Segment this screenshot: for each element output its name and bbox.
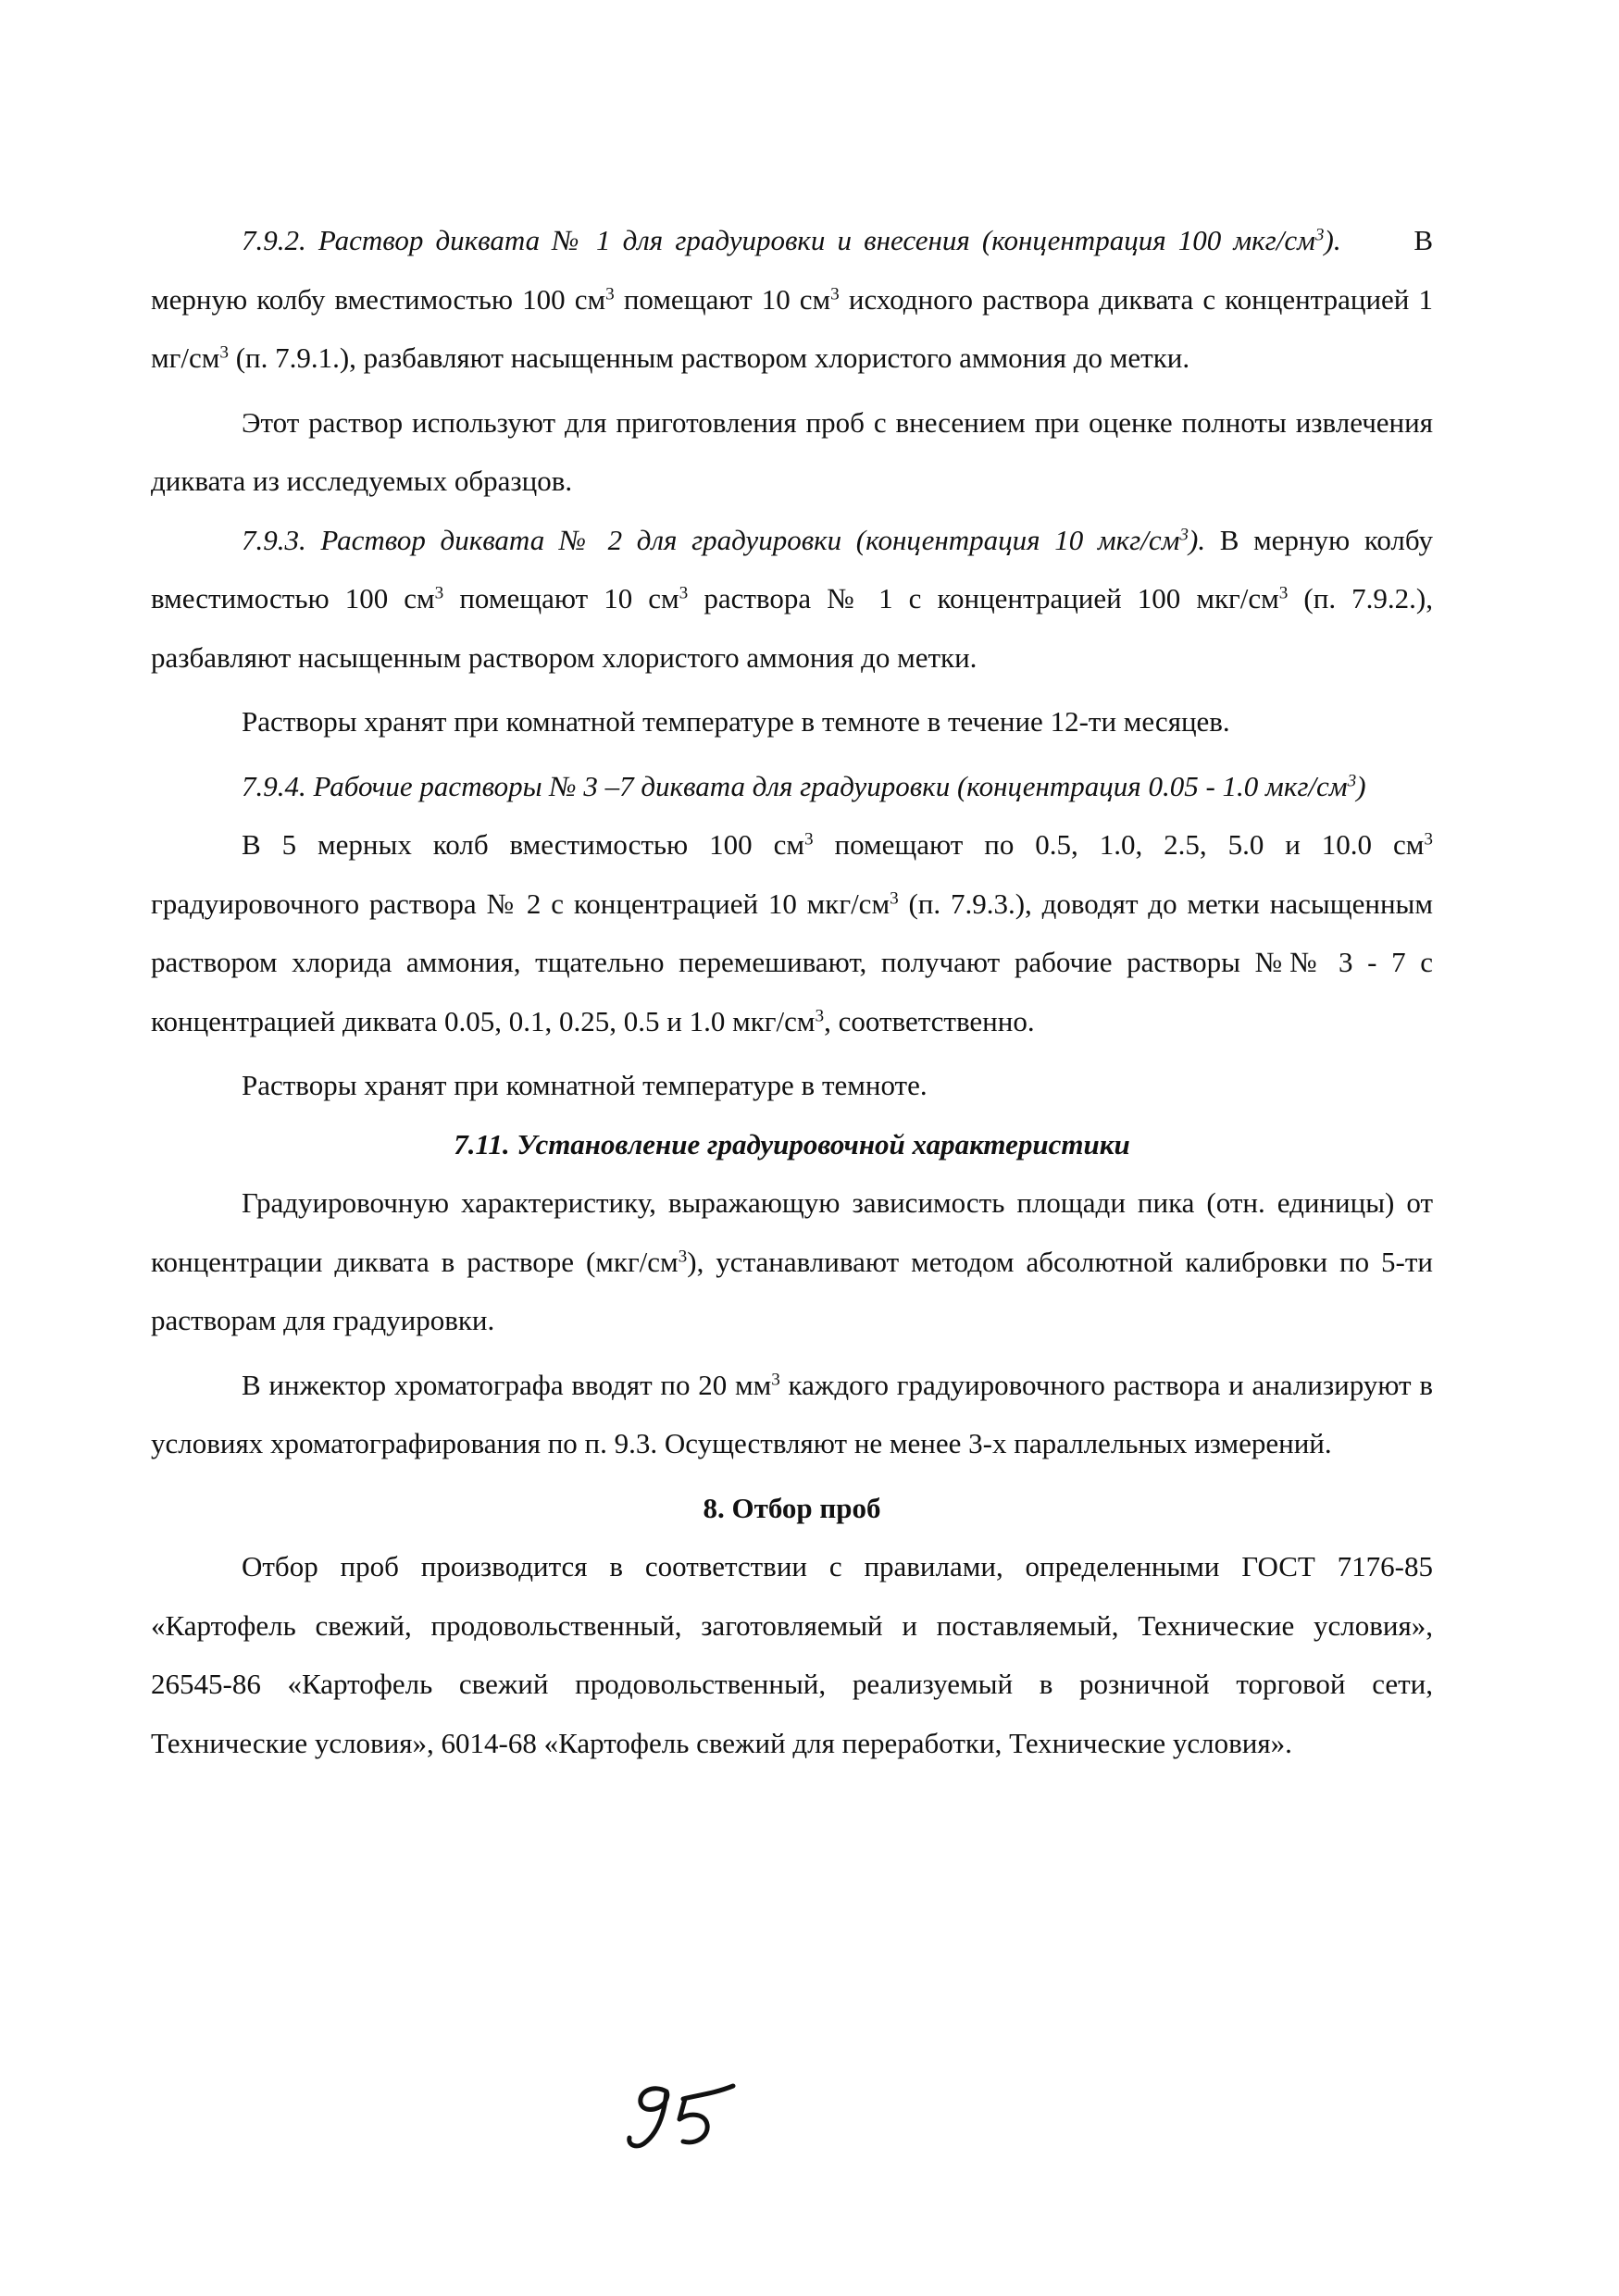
superscript: 3 [803,829,814,850]
superscript: 3 [830,283,840,304]
section-7-9-3-heading: 7.9.3. Раствор диквата № 2 для градуировки (концентрация 10 мкг/см [242,523,1180,556]
text-run: градуировочного раствора № 2 с концентрацией 10 мкг/см [151,887,890,920]
superscript: 3 [605,283,615,304]
text-run: В 5 мерных колб вместимостью 100 см [242,828,804,861]
text-run: помещают 10 см [443,582,679,614]
superscript: 3 [678,1246,688,1266]
superscript: 3 [1179,524,1189,544]
superscript: 3 [219,342,229,363]
section-8-heading: 8. Отбор проб [703,1491,881,1524]
paragraph-storage-1: Растворы хранят при комнатной температуре в темноте в течение 12-ти месяцев. [242,705,1230,738]
text-run: исходного раствора диквата с концентрацией 1 мг/см [151,282,1433,374]
text-run: помещают 10 см [614,282,831,316]
superscript: 3 [1424,829,1433,850]
text-run: раствора № 1 с концентрацией 100 мкг/см [688,582,1279,614]
document-body [151,211,1433,1772]
paragraph-use: Этот раствор используют для приготовления проб с внесением при оценке полноты извлечения диквата из исследуемых образцов. [151,405,1433,497]
text-run: (п. 7.9.3.), доводят до метки насыщенным раствором хлорида аммония, тщательно перемешивают, получают рабочие растворы №№ 3 - 7 с концентрацией диквата 0.05, 0.1, 0.25, 0.5 и 1.0 мкг/см [151,887,1433,1037]
heading-end: ). [1189,523,1206,556]
text-run: В мерную колбу вместимостью 100 см [151,224,1434,316]
heading-end: ) [1356,769,1366,802]
section-7-11-heading: 7.11. Установление градуировочной характеристики [454,1127,1130,1160]
section-7-9-2 [151,211,1433,388]
superscript: 3 [679,583,689,603]
paragraph-injection [151,1356,1433,1473]
superscript: 3 [890,887,899,908]
section-7-9-4-heading [151,757,1433,816]
superscript: 3 [815,1005,825,1025]
handwritten-page-number [618,2071,757,2154]
paragraph-sampling: Отбор проб производится в соответствии с правилами, определенными ГОСТ 7176-85 «Картофель свежий, продовольственный, заготовляемый и поставляемый, Технические условия», 26545-86 «Картофель свежий продовольственный, реализуемый в розничной торговой сети, Технические условия», 6014-68 «Картофель свежий для переработки, Технические условия». [151,1550,1433,1759]
text-run: ), устанавливают методом абсолютной калибровки по 5-ти растворам для градуировки. [151,1245,1433,1336]
text-run: В мерную колбу вместимостью 100 см [151,523,1433,614]
superscript: 3 [771,1369,780,1389]
text-run: В инжектор хроматографа вводят по 20 мм [242,1368,772,1401]
section-7-11-body [151,1173,1433,1350]
text-run: Градуировочную характеристику, выражающую зависимость площади пика (отн. единицы) от концентрации диквата в растворе (мкг/см [151,1186,1433,1278]
paragraph-storage-2: Растворы хранят при комнатной температуре в темноте. [242,1069,928,1101]
text-run: , соответственно. [824,1004,1035,1037]
superscript: 3 [1278,583,1289,603]
section-7-9-4-heading-text: 7.9.4. Рабочие растворы № 3 –7 диквата для градуировки (концентрация 0.05 - 1.0 мкг/см [242,769,1348,802]
section-7-9-3 [151,511,1433,688]
section-7-9-2-heading: 7.9.2. Раствор диквата № 1 для градуировки и внесения (концентрация 100 мкг/см [242,224,1315,256]
heading-end: ). [1324,224,1341,256]
text-run: (п. 7.9.1.), разбавляют насыщенным раствором хлористого аммония до метки. [228,341,1190,374]
superscript: 3 [1347,770,1357,790]
text-run: помещают по 0.5, 1.0, 2.5, 5.0 и 10.0 см [813,828,1425,861]
text-run: каждого градуировочного раствора и анализируют в условиях хроматографирования по п. 9.3. Осуществляют не менее 3-х параллельных измерений. [151,1368,1433,1459]
superscript: 3 [1314,225,1325,245]
text-run: (п. 7.9.2.), разбавляют насыщенным раствором хлористого аммония до метки. [151,582,1433,674]
section-7-9-4-body [151,815,1433,1050]
superscript: 3 [434,583,444,603]
